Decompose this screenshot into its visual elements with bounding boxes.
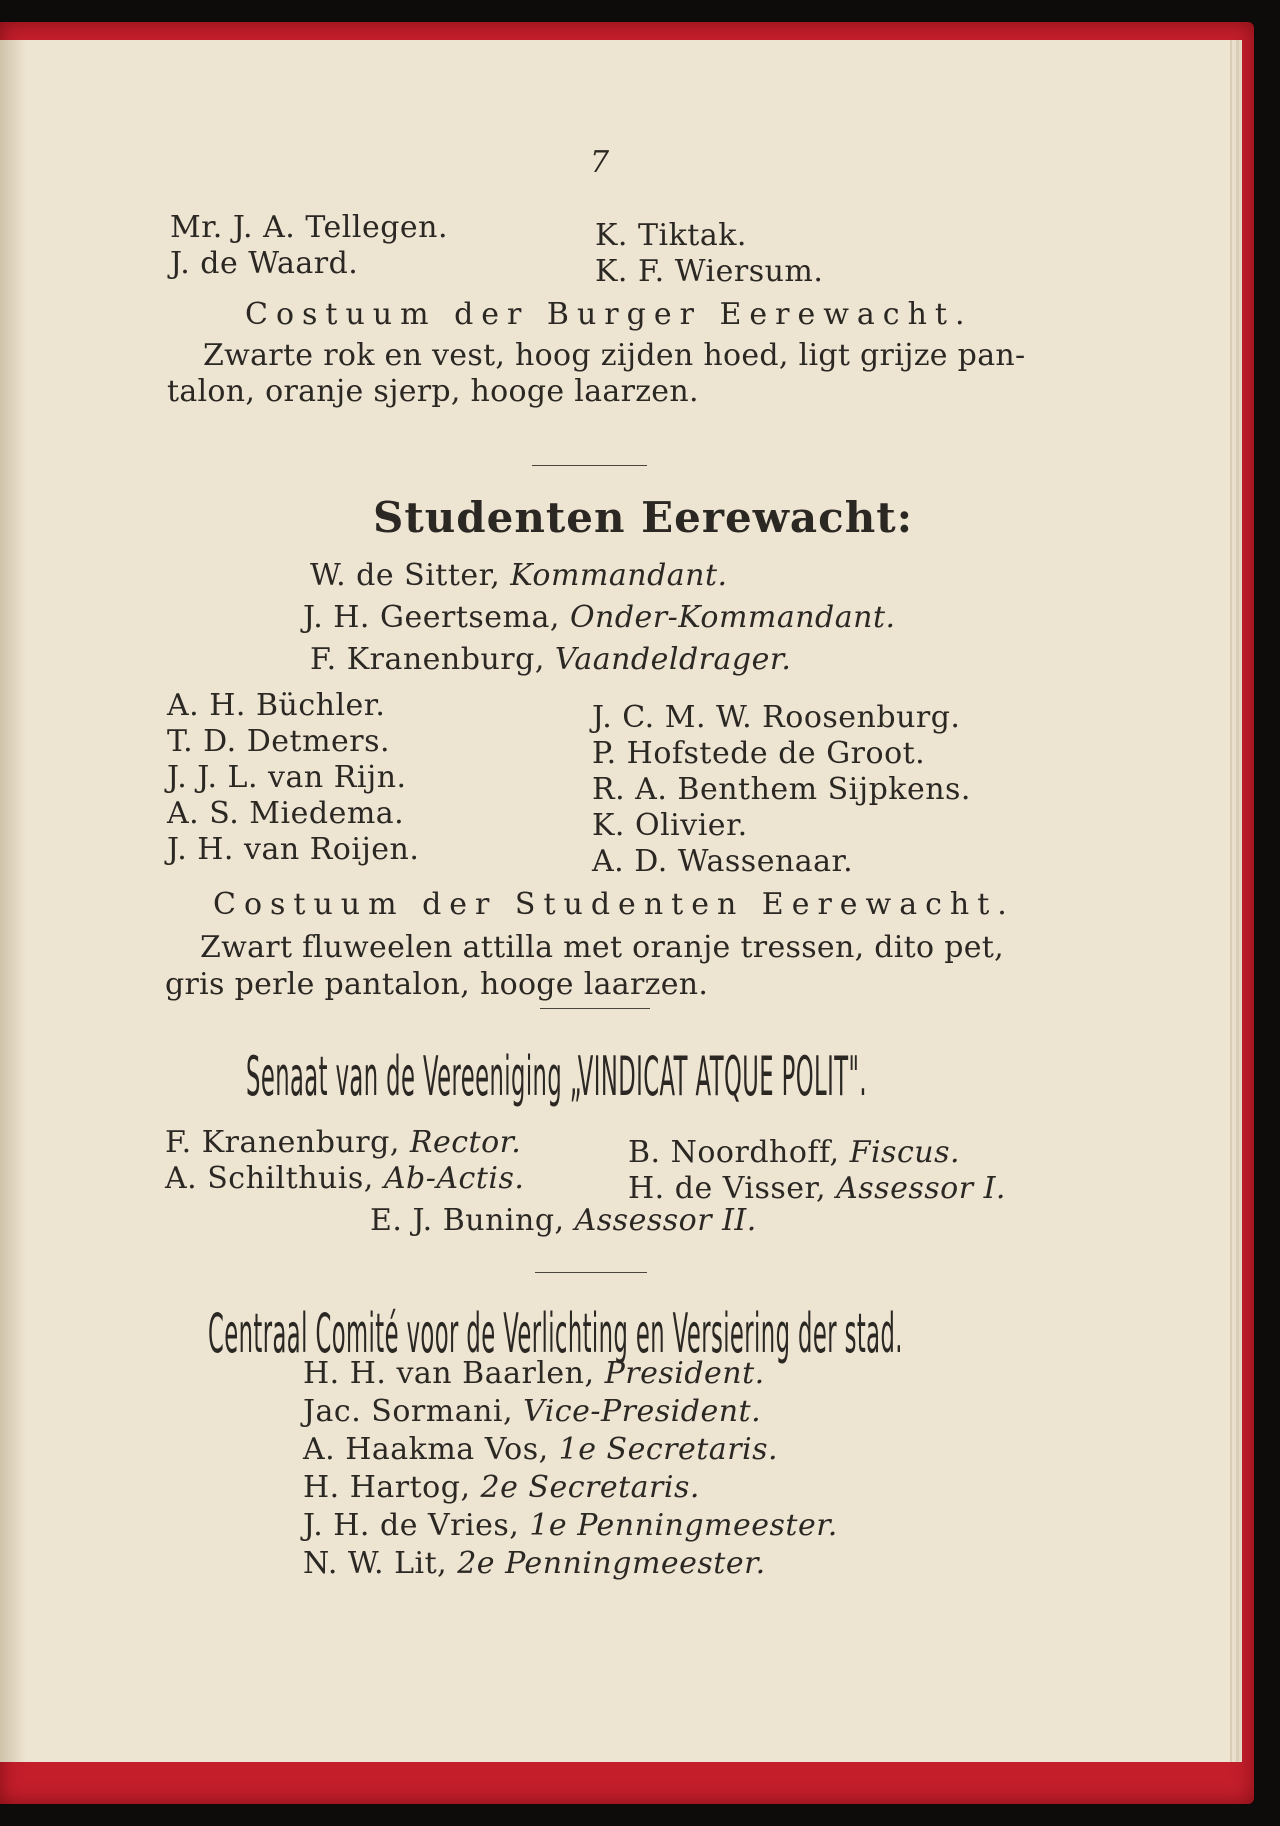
member-role: 2e Secretaris. [480,1470,700,1505]
member-name: H. H. van Baarlen, [303,1356,605,1391]
officer-entry [310,642,791,677]
member-role: 2e Penningmeester. [457,1546,766,1581]
member-role: 1e Secretaris. [558,1432,779,1467]
burger-name: Mr. J. A. Tellegen. [170,210,449,245]
comite-heading: Centraal Comité voor de Verlichting en Versiering der stad. [208,1302,903,1365]
section-divider [540,1008,650,1009]
officer-role: Kommandant. [510,558,728,593]
senaat-member [165,1161,524,1196]
student-name: T. D. Detmers. [167,724,391,759]
member-role: Assessor I. [836,1171,1006,1206]
member-name: A. Haakma Vos, [303,1432,559,1467]
member-role: Fiscus. [849,1135,961,1170]
officer-name: J. H. Geertsema, [303,600,570,635]
senaat-member [628,1171,1006,1206]
officer-entry [310,558,728,593]
studenten-heading: Studenten Eerewacht: [373,493,914,542]
studenten-costume-title: Costuum der Studenten Eerewacht. [213,887,1015,922]
member-name: F. Kranenburg, [165,1125,410,1160]
officer-role: Onder-Kommandant. [569,600,896,635]
senaat-member [370,1203,757,1238]
member-name: H. Hartog, [303,1470,481,1505]
senaat-heading: Senaat van de Vereeniging „VINDICAT ATQUE POLIT". [246,1045,867,1108]
member-name: A. Schilthuis, [165,1161,384,1196]
comite-member [303,1356,765,1391]
burger-name: J. de Waard. [170,246,359,281]
comite-member [303,1470,700,1505]
studenten-costume-text: Zwart fluweelen attilla met oranje tressen, dito pet, [200,930,1004,965]
member-name: H. de Visser, [628,1171,837,1206]
student-name: A. D. Wassenaar. [592,844,854,879]
burger-name: K. F. Wiersum. [595,254,824,289]
student-name: A. S. Miedema. [167,796,405,831]
burger-costume-title: Costuum der Burger Eerewacht. [245,297,973,332]
student-name: J. H. van Roijen. [167,832,420,867]
burger-costume-text: talon, oranje sjerp, hooge laarzen. [167,374,699,409]
member-role: 1e Penningmeester. [529,1508,838,1543]
document-page [0,40,1232,1762]
student-name: J. J. L. van Rijn. [167,760,407,795]
member-name: E. J. Buning, [370,1203,575,1238]
burger-costume-text: Zwarte rok en vest, hoog zijden hoed, ligt grijze pan- [203,338,1026,373]
member-name: J. H. de Vries, [303,1508,530,1543]
senaat-member [628,1135,960,1170]
officer-entry [303,600,896,635]
comite-member [303,1432,778,1467]
member-role: Vice-President. [523,1394,762,1429]
page-number: 7 [590,145,610,180]
member-role: Rector. [409,1125,522,1160]
officer-name: W. de Sitter, [310,558,511,593]
member-name: N. W. Lit, [303,1546,458,1581]
member-role: Ab-Actis. [383,1161,525,1196]
student-name: A. H. Büchler. [167,688,386,723]
comite-member [303,1394,761,1429]
officer-name: F. Kranenburg, [310,642,555,677]
studenten-costume-text: gris perle pantalon, hooge laarzen. [165,967,709,1002]
officer-role: Vaandeldrager. [554,642,792,677]
page-content [0,40,1230,1762]
comite-member [303,1546,766,1581]
section-divider [535,1272,647,1273]
student-name: P. Hofstede de Groot. [592,736,926,771]
member-role: President. [604,1356,765,1391]
member-role: Assessor II. [574,1203,757,1238]
student-name: J. C. M. W. Roosenburg. [592,700,961,735]
member-name: B. Noordhoff, [628,1135,850,1170]
senaat-member [165,1125,521,1160]
section-divider [532,465,647,466]
comite-member [303,1508,838,1543]
burger-name: K. Tiktak. [595,218,747,253]
member-name: Jac. Sormani, [303,1394,524,1429]
student-name: R. A. Benthem Sijpkens. [592,772,971,807]
student-name: K. Olivier. [592,808,748,843]
